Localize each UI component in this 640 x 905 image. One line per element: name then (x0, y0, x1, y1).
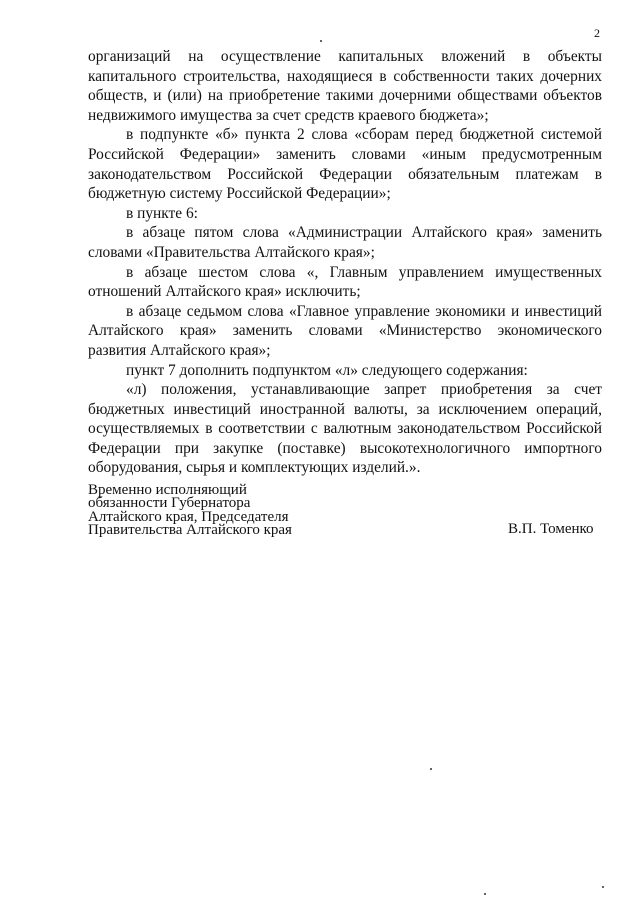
signatory-name: В.П. Томенко (508, 521, 594, 537)
page-number: 2 (594, 26, 600, 40)
paragraph: пункт 7 дополнить подпунктом «л» следующего содержания: (126, 361, 528, 379)
scan-speck (484, 893, 486, 895)
paragraph: организаций на осуществление капитальных вложений в объекты капитального строительства, находящиеся в собственности таких дочерних обществ, и (или) на приобретение такими дочерними обществами объектов недвижимого имущества за счет средств краевого бюджета»; (88, 48, 602, 124)
scan-speck (320, 40, 322, 42)
signatory-title-line: обязанности Губернатора (88, 495, 251, 512)
paragraph: в пункте 6: (126, 204, 198, 222)
signatory-title-line: Алтайского края, Председателя (88, 508, 289, 525)
signatory-title-line: Временно исполняющий (88, 482, 247, 498)
scan-speck (430, 768, 432, 770)
signatory-title (88, 484, 292, 538)
scan-speck (602, 886, 604, 888)
signatory-title-line: Правительства Алтайского края (88, 522, 292, 539)
paragraph: в абзаце седьмом слова «Главное управление экономики и инвестиций Алтайского края» заменить словами «Министерство экономического развития Алтайского края»; (88, 302, 602, 359)
paragraph: в подпункте «б» пункта 2 слова «сборам перед бюджетной системой Российской Федерации» заменить словами «иным предусмотренным законодательством Российской Федерации обязательным платежам в бюджетную систему Российской Федерации»; (88, 126, 602, 203)
paragraph: «л) положения, устанавливающие запрет приобретения за счет бюджетных инвестиций иностранной валюты, за исключением операций, осуществляемых в соответствии с валютным законодательством Российской Федерации при закупке (поставке) высокотехнологичного импортного оборудования, сырья и комплектующих изделий.». (88, 381, 602, 477)
document-body (88, 47, 602, 478)
paragraph: в абзаце пятом слова «Администрации Алтайского края» заменить словами «Правительства Алтайского края»; (88, 224, 602, 261)
paragraph: в абзаце шестом слова «, Главным управлением имущественных отношений Алтайского края» исключить; (88, 263, 602, 301)
